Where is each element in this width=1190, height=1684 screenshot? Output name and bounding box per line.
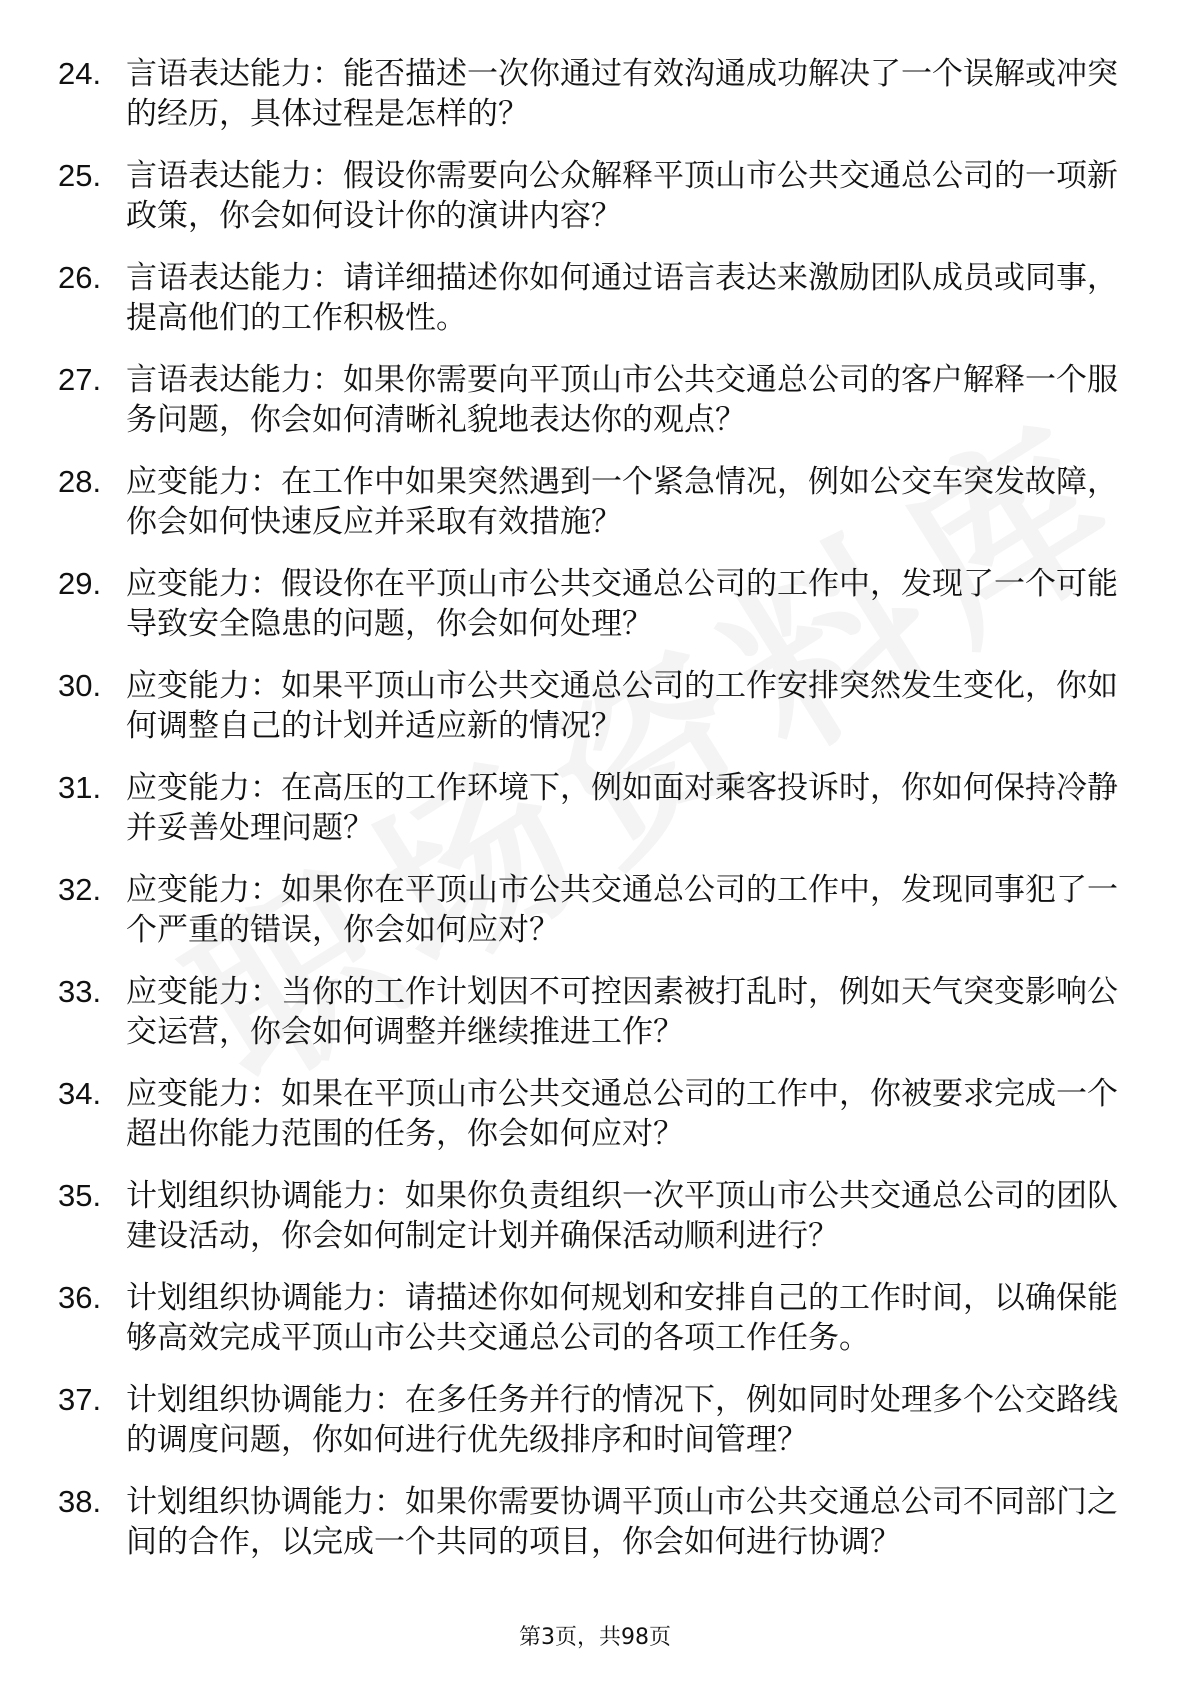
- question-text: 应变能力：假设你在平顶山市公共交通总公司的工作中，发现了一个可能导致安全隐患的问题，你会如何处理？: [126, 566, 1118, 642]
- question-item: [58, 54, 1138, 134]
- question-number: 25.: [58, 158, 102, 193]
- question-number: 31.: [58, 770, 102, 805]
- question-text: 应变能力：在高压的工作环境下，例如面对乘客投诉时，你如何保持冷静并妥善处理问题？: [126, 770, 1118, 846]
- question-item: [58, 870, 1138, 950]
- question-item: [58, 462, 1138, 542]
- question-text: 应变能力：当你的工作计划因不可控因素被打乱时，例如天气突变影响公交运营，你会如何调整并继续推进工作？: [126, 974, 1118, 1050]
- question-item: [58, 1176, 1138, 1256]
- question-number: 30.: [58, 668, 102, 703]
- question-text: 计划组织协调能力：请描述你如何规划和安排自己的工作时间，以确保能够高效完成平顶山市公共交通总公司的各项工作任务。: [126, 1280, 1118, 1356]
- question-item: [58, 156, 1138, 236]
- question-text: 应变能力：如果平顶山市公共交通总公司的工作安排突然发生变化，你如何调整自己的计划并适应新的情况？: [126, 668, 1118, 744]
- question-text: 言语表达能力：如果你需要向平顶山市公共交通总公司的客户解释一个服务问题，你会如何清晰礼貌地表达你的观点？: [126, 362, 1118, 438]
- question-item: [58, 768, 1138, 848]
- question-number: 27.: [58, 362, 102, 397]
- question-text: 计划组织协调能力：在多任务并行的情况下，例如同时处理多个公交路线的调度问题，你如何进行优先级排序和时间管理？: [126, 1382, 1118, 1458]
- question-number: 37.: [58, 1382, 102, 1417]
- question-item: [58, 1482, 1138, 1562]
- question-number: 36.: [58, 1280, 102, 1315]
- question-text: 言语表达能力：假设你需要向公众解释平顶山市公共交通总公司的一项新政策，你会如何设计你的演讲内容？: [126, 158, 1118, 234]
- question-text: 应变能力：在工作中如果突然遇到一个紧急情况，例如公交车突发故障，你会如何快速反应并采取有效措施？: [126, 464, 1118, 540]
- question-text: 言语表达能力：能否描述一次你通过有效沟通成功解决了一个误解或冲突的经历，具体过程是怎样的？: [126, 56, 1118, 132]
- question-item: [58, 972, 1138, 1052]
- question-number: 28.: [58, 464, 102, 499]
- page-footer: 第3页，共98页: [519, 1625, 671, 1650]
- question-text: 应变能力：如果你在平顶山市公共交通总公司的工作中，发现同事犯了一个严重的错误，你会如何应对？: [126, 872, 1118, 948]
- question-text: 言语表达能力：请详细描述你如何通过语言表达来激励团队成员或同事，提高他们的工作积极性。: [126, 260, 1118, 336]
- question-item: [58, 1074, 1138, 1154]
- question-number: 33.: [58, 974, 102, 1009]
- question-item: [58, 666, 1138, 746]
- question-item: [58, 1278, 1138, 1358]
- question-number: 35.: [58, 1178, 102, 1213]
- question-item: [58, 360, 1138, 440]
- question-number: 29.: [58, 566, 102, 601]
- question-text: 计划组织协调能力：如果你负责组织一次平顶山市公共交通总公司的团队建设活动，你会如何制定计划并确保活动顺利进行？: [126, 1178, 1118, 1254]
- question-number: 24.: [58, 56, 102, 91]
- question-list: [58, 54, 1138, 1584]
- question-text: 计划组织协调能力：如果你需要协调平顶山市公共交通总公司不同部门之间的合作，以完成一个共同的项目，你会如何进行协调？: [126, 1484, 1118, 1560]
- question-number: 34.: [58, 1076, 102, 1111]
- question-item: [58, 564, 1138, 644]
- question-number: 26.: [58, 260, 102, 295]
- question-number: 38.: [58, 1484, 102, 1519]
- question-text: 应变能力：如果在平顶山市公共交通总公司的工作中，你被要求完成一个超出你能力范围的任务，你会如何应对？: [126, 1076, 1118, 1152]
- question-number: 32.: [58, 872, 102, 907]
- question-item: [58, 1380, 1138, 1460]
- question-item: [58, 258, 1138, 338]
